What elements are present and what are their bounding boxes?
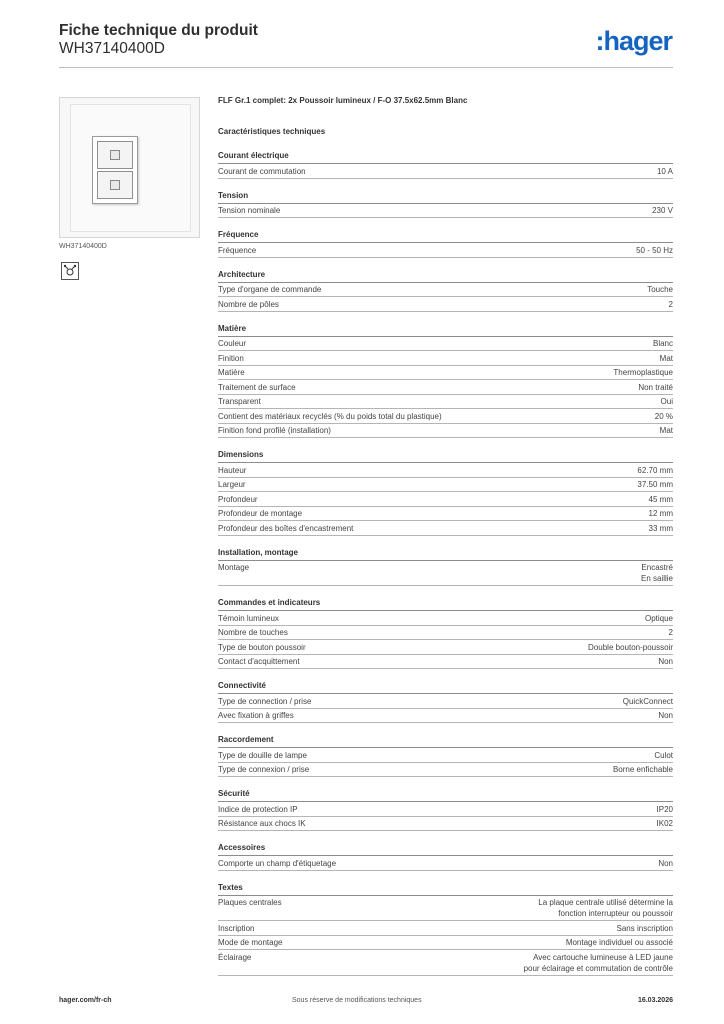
- footer-website[interactable]: hager.com/fr-ch: [59, 997, 112, 1004]
- logo-text: hager: [603, 26, 672, 56]
- spec-row: [218, 817, 673, 832]
- spec-row: [218, 521, 673, 536]
- spec-group: [218, 229, 673, 258]
- spec-label: Courant de commutation: [218, 166, 306, 176]
- spec-row: [218, 655, 673, 670]
- spec-value: 230 V: [652, 206, 673, 215]
- spec-label: Mode de montage: [218, 938, 283, 947]
- spec-value: Blanc: [652, 339, 673, 348]
- spec-row: [218, 164, 673, 179]
- spec-group: [218, 597, 673, 669]
- spec-group: [218, 547, 673, 587]
- spec-group: [218, 323, 673, 439]
- spec-row: [218, 748, 673, 763]
- push-button-bottom: [97, 171, 133, 199]
- spec-value: Non traité: [638, 382, 673, 392]
- page-header: [59, 22, 258, 58]
- spec-value: Non: [658, 858, 673, 868]
- spec-content: [218, 96, 673, 987]
- hager-logo[interactable]: [595, 26, 672, 57]
- spec-label: Avec fixation à griffes: [218, 711, 294, 720]
- spec-label: Fréquence: [218, 245, 257, 255]
- spec-label: Profondeur de montage: [218, 509, 303, 518]
- spec-value: Mat: [659, 426, 673, 435]
- spec-value: Avec cartouche lumineuse à LED jaune pour éclairage et commutation de contrôle: [523, 952, 673, 973]
- spec-row: [218, 507, 673, 522]
- spec-label: Type d'organe de commande: [218, 285, 322, 294]
- spec-value: 2: [668, 628, 673, 637]
- spec-group-title: Accessoires: [218, 842, 673, 856]
- spec-row: [218, 694, 673, 709]
- spec-row: [218, 802, 673, 817]
- spec-label: Tension nominale: [218, 206, 281, 215]
- spec-value: La plaque centrale utilisé détermine la fonction interrupteur ou poussoir: [538, 898, 673, 918]
- spec-value: IK02: [656, 819, 673, 828]
- spec-group: [218, 788, 673, 831]
- spec-label: Matière: [218, 368, 245, 377]
- spec-value: Double bouton-poussoir: [588, 642, 673, 652]
- spec-row: [218, 896, 673, 922]
- spec-value: 45 mm: [648, 494, 673, 504]
- footer-disclaimer: Sous réserve de modifications techniques: [292, 997, 422, 1004]
- spec-row: [218, 337, 673, 352]
- spec-row: [218, 763, 673, 778]
- spec-value: Optique: [644, 613, 673, 623]
- spec-row: [218, 611, 673, 626]
- spec-group: [218, 680, 673, 723]
- spec-row: [218, 640, 673, 655]
- spec-value: 37.50 mm: [637, 480, 673, 489]
- spec-value: Sans inscription: [616, 923, 673, 933]
- spec-group-title: Tension: [218, 190, 673, 204]
- spec-row: [218, 351, 673, 366]
- spec-group: [218, 842, 673, 871]
- spec-group-title: Fréquence: [218, 229, 673, 243]
- spec-label: Plaques centrales: [218, 898, 282, 907]
- spec-group-title: Matière: [218, 323, 673, 337]
- spec-value: Mat: [659, 353, 673, 363]
- spec-group-title: Connectivité: [218, 680, 673, 694]
- spec-value: 33 mm: [648, 523, 673, 533]
- spec-label: Comporte un champ d'étiquetage: [218, 858, 337, 868]
- spec-value: Encastré En saillie: [640, 563, 673, 583]
- spec-label: Finition fond profilé (installation): [218, 426, 331, 435]
- spec-value: Touche: [647, 285, 673, 294]
- spec-group-title: Raccordement: [218, 734, 673, 748]
- spec-row: [218, 626, 673, 641]
- spec-label: Transparent: [218, 397, 261, 406]
- product-image: [59, 97, 200, 238]
- spec-label: Profondeur des boîtes d'encastrement: [218, 523, 354, 533]
- spec-row: [218, 243, 673, 258]
- spec-label: Contact d'acquittement: [218, 657, 300, 666]
- spec-row: [218, 395, 673, 410]
- spec-group-title: Courant électrique: [218, 150, 673, 164]
- spec-label: Type de connection / prise: [218, 696, 312, 706]
- spec-label: Nombre de pôles: [218, 299, 279, 309]
- spec-label: Type de connexion / prise: [218, 765, 310, 774]
- spec-group: [218, 882, 673, 976]
- spec-row: [218, 709, 673, 724]
- spec-label: Finition: [218, 353, 244, 363]
- spec-row: [218, 283, 673, 298]
- spec-value: 12 mm: [648, 509, 673, 518]
- spec-group-title: Sécurité: [218, 788, 673, 802]
- spec-group-title: Textes: [218, 882, 673, 896]
- spec-row: [218, 856, 673, 871]
- image-caption: WH37140400D: [59, 243, 107, 250]
- spec-row: [218, 424, 673, 439]
- spec-row: [218, 492, 673, 507]
- spec-value: 2: [668, 299, 673, 309]
- spec-value: Non: [658, 657, 673, 666]
- spec-group-title: Commandes et indicateurs: [218, 597, 673, 611]
- push-button-top: [97, 141, 133, 169]
- spec-value: 50 - 50 Hz: [636, 245, 673, 255]
- spec-group: [218, 449, 673, 536]
- spec-label: Type de bouton poussoir: [218, 642, 306, 652]
- spec-value: Montage individuel ou associé: [565, 938, 673, 947]
- spec-label: Montage: [218, 563, 250, 572]
- product-reference: WH37140400D: [59, 40, 165, 57]
- spec-value: 10 A: [656, 166, 673, 176]
- spec-label: Nombre de touches: [218, 628, 288, 637]
- spec-group-title: Dimensions: [218, 449, 673, 463]
- section-title: Caractéristiques techniques: [218, 127, 326, 136]
- led-indicator-icon: [110, 150, 120, 160]
- spec-row: [218, 561, 673, 587]
- standard-symbol-icon: [61, 262, 79, 280]
- spec-group: [218, 269, 673, 312]
- spec-label: Hauteur: [218, 465, 247, 475]
- spec-value: 62.70 mm: [637, 465, 673, 475]
- spec-row: [218, 950, 673, 976]
- spec-group-title: Architecture: [218, 269, 673, 283]
- spec-groups: [218, 150, 673, 976]
- spec-value: QuickConnect: [622, 696, 673, 706]
- spec-row: [218, 921, 673, 936]
- spec-group: [218, 190, 673, 219]
- spec-label: Inscription: [218, 923, 255, 933]
- spec-label: Couleur: [218, 339, 247, 348]
- spec-row: [218, 478, 673, 493]
- spec-row: [218, 366, 673, 381]
- spec-value: Thermoplastique: [613, 368, 673, 377]
- spec-row: [218, 297, 673, 312]
- spec-row: [218, 409, 673, 424]
- spec-label: Témoin lumineux: [218, 613, 279, 623]
- spec-label: Éclairage: [218, 952, 252, 962]
- logo-prefix: :: [595, 26, 604, 56]
- spec-value: IP20: [656, 804, 673, 814]
- spec-row: [218, 936, 673, 951]
- footer-date: 16.03.2026: [637, 997, 673, 1004]
- spec-row: [218, 463, 673, 478]
- spec-label: Type de douille de lampe: [218, 750, 307, 760]
- spec-value: Non: [658, 711, 673, 720]
- plate-illustration: [70, 104, 191, 232]
- spec-label: Profondeur: [218, 494, 258, 504]
- spec-value: Culot: [654, 750, 673, 760]
- header-divider: [59, 67, 673, 68]
- spec-group: [218, 150, 673, 179]
- spec-label: Résistance aux chocs IK: [218, 819, 306, 828]
- spec-value: 20 %: [654, 411, 673, 421]
- spec-row: [218, 204, 673, 219]
- spec-group: [218, 734, 673, 777]
- spec-group-title: Installation, montage: [218, 547, 673, 561]
- product-description: FLF Gr.1 complet: 2x Poussoir lumineux / F-O 37.5x62.5mm Blanc: [218, 96, 468, 105]
- spec-value: Oui: [660, 397, 673, 406]
- spec-label: Traitement de surface: [218, 382, 296, 392]
- switch-frame: [92, 136, 138, 204]
- spec-value: Borne enfichable: [612, 765, 673, 774]
- spec-label: Largeur: [218, 480, 246, 489]
- spec-label: Contient des matériaux recyclés (% du poids total du plastique): [218, 411, 442, 421]
- spec-label: Indice de protection IP: [218, 804, 298, 814]
- spec-row: [218, 380, 673, 395]
- page-title: Fiche technique du produit: [59, 22, 258, 39]
- led-indicator-icon: [110, 180, 120, 190]
